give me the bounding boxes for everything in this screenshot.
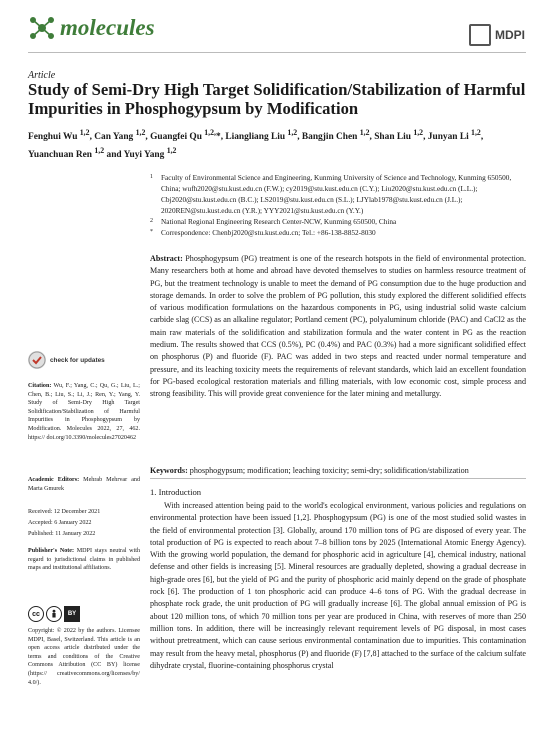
affiliation-text: Faculty of Environmental Science and Engineering, Kunming University of Science and Technology, Kunming 650500, China; wufh2020@stu.kust.edu.cn (F.W.); cy2019@stu.kust.edu.cn (C.Y.); Liu2020@stu.kust.edu.cn (L.L.); Cbj2020@stu.kust.edu.cn (B.C.); LS2019@stu.kust.edu.cn (S.L.); LJYlab1978@stu.kust.edu.cn (J.L.); 2020REN@stu.kust.edu.cn (Y.R.); YYY2021@stu.kust.edu.cn (Y.Y.) <box>161 173 512 215</box>
keywords-divider <box>150 478 526 479</box>
publisher-note-label: Publisher's Note: <box>28 548 75 554</box>
copyright-notice <box>28 627 140 687</box>
publisher-logo <box>469 24 525 46</box>
published-date: Published: 11 January 2022 <box>28 531 96 537</box>
introduction-paragraph: With increased attention being paid to the world's ecological environment, various policies and regulations on environmental protection have been issued [1,2]. Phosphogypsum (PG) is one of the most studied solid wastes in the field of environmental protection [3]. Globally, around 170 million tons of PG are disposed of every year. The total production of PG is expected to reach about 7–8 billion tons by 2025 (International Atomic Energy Agency). With the growing world population, the demand for phosphoric acid in agriculture [4], chemical industry, national defense and other fields is increasing [5]. Mineral resources are gradually depleted, showing a gradual decrease in high-grade ores [6], but the yield of PG and the purity of phosphoric acid mainly depend on the grade of phosphate rock [6]. The production of 1 ton phosphoric acid can produce 4–6 tons of PG. With the gradual decrease in phosphate rock grade, the unit production of PG will gradually increase [6]. The global annual emission of PG is about 120 million tons, of which 70 million tons per year are produced in China, with reserves of more than 250 million tons. In addition, there will be increasingly relevant requirement levels of PG disposal, in most cases without pretreatment, which can cause serious environmental contamination due to impurities. This contamination may result from the heavy metal, phosphorus (P) and fluoride (F) [7,8] attached to the surface of the calcium sulfate dihydrate crystal, fluorine-containing phosphorus crystal <box>150 501 526 670</box>
keywords-label: Keywords: <box>150 466 188 475</box>
cc-by-badge[interactable] <box>28 606 80 622</box>
affiliation-text: National Regional Engineering Research Center-NCW, Kunming 650500, China <box>161 217 397 226</box>
editors-names: Mehrab Mehrvar and Marta Gmurek <box>28 477 141 492</box>
abstract-label: Abstract: <box>150 254 183 263</box>
affiliation-marker: 1 <box>150 174 153 180</box>
section-heading: 1. Introduction <box>150 487 202 497</box>
accepted-date: Accepted: 6 January 2022 <box>28 520 92 526</box>
header-divider <box>28 52 526 53</box>
keywords-text: phosphogypsum; modification; leaching toxicity; semi-dry; solidification/stabilization <box>189 466 469 475</box>
mdpi-logo-icon <box>469 24 491 46</box>
affiliations <box>150 172 525 238</box>
author-list: Fenghui Wu $^{1,2}$, Can Yang $^{1,2}$, Guangfei Qu $^{1,2,}$*, Liangliang Liu $^{1,2}$, Bangjin Chen $^{1,2}$, Shan Liu $^{1,2}$, Junyan Li $^{1,2}$, Yuanchuan Ren $^{1,2}$ and Yuyi Yang $^{1,2}$ <box>28 128 484 161</box>
check-for-updates-button[interactable] <box>28 351 105 369</box>
publication-dates <box>28 507 140 540</box>
publisher-note-text: MDPI stays neutral with regard to jurisdictional claims in published maps and institutional affiliations. <box>28 548 140 572</box>
affiliation-text: Correspondence: Chenbj2020@stu.kust.edu.cn; Tel.: +86-138-8852-8030 <box>161 228 376 237</box>
affiliation-item <box>150 172 525 216</box>
citation-text: Wu, F.; Yang, C.; Qu, G.; Liu, L.; Chen, B.; Liu, S.; Li, J.; Ren, Y.; Yang, Y. Study of Semi-Dry High Target Solidification/Stabilization of Harmful Impurities in Phosphogypsum by Modification. Molecules 2022, 27, 462. https:// doi.org/10.3390/molecules27020462 <box>28 383 140 441</box>
keywords <box>150 465 526 477</box>
citation-label: Citation: <box>28 383 52 389</box>
affiliation-item <box>150 227 525 238</box>
abstract-text: Phosphogypsum (PG) treatment is one of the research hotspots in the field of environmental protection. Many researchers both at home and abroad have devoted themselves to studies on harmless resource treatment of PG, but the treatment technology is unable to meet the demand of PG consumption due to the huge production and storage demands. In order to solve the problem of PG pollution, this study explored the different solidified effects of various modification formulations on the hazardous components in PG, using industrial solid waste calcium carbide slag (CCS) as an alkaline regulator; Portland cement (PC), polyaluminum chloride (PAC) and CaCl2 as the main raw materials of the solidification and stabilization formula and the water content in PG as the reaction medium. The results showed that CCS (0.5%), PC (0.4%) and PAC (0.3%) had a more significant solidified effect on phosphorus (P) and fluoride (F). PAC was added in two steps and reacted under normal temperature and pressure, and its leaching toxicity meets the requirements of relevant standards, which laid an excellent foundation for PG-based ecological restoration materials and filling materials, with low economic cost, simple process and strong feasibility. This will provide great convenience for the later mining and metallurgy. <box>150 254 526 399</box>
introduction-body <box>150 500 526 672</box>
received-date: Received: 12 December 2021 <box>28 509 101 515</box>
cc-icon: cc <box>28 606 44 622</box>
attribution-icon <box>46 606 62 622</box>
journal-name: molecules <box>60 15 155 40</box>
copyright-text: Copyright: © 2022 by the authors. Licensee MDPI, Basel, Switzerland. This article is an open access article distributed under the terms and conditions of the Creative Commons Attribution (CC BY) license (https:// creativecommons.org/licenses/by/ 4.0/). <box>28 628 140 686</box>
check-updates-label: check for updates <box>50 356 105 364</box>
publisher-note <box>28 547 140 573</box>
affiliation-item <box>150 216 525 227</box>
by-label: BY <box>64 606 80 622</box>
abstract <box>150 253 526 401</box>
article-title: Study of Semi-Dry High Target Solidification/Stabilization of Harmful Impurities in Phosphogypsum by Modification <box>28 80 526 118</box>
affiliation-marker: 2 <box>150 218 153 224</box>
editors-label: Academic Editors: <box>28 477 80 483</box>
affiliation-marker: * <box>150 229 153 235</box>
citation-block <box>28 382 140 442</box>
academic-editors <box>28 476 140 493</box>
check-updates-icon <box>28 351 46 369</box>
molecules-logo-icon <box>28 14 56 42</box>
article-type-label: Article <box>28 70 56 81</box>
publisher-name: MDPI <box>495 28 525 42</box>
